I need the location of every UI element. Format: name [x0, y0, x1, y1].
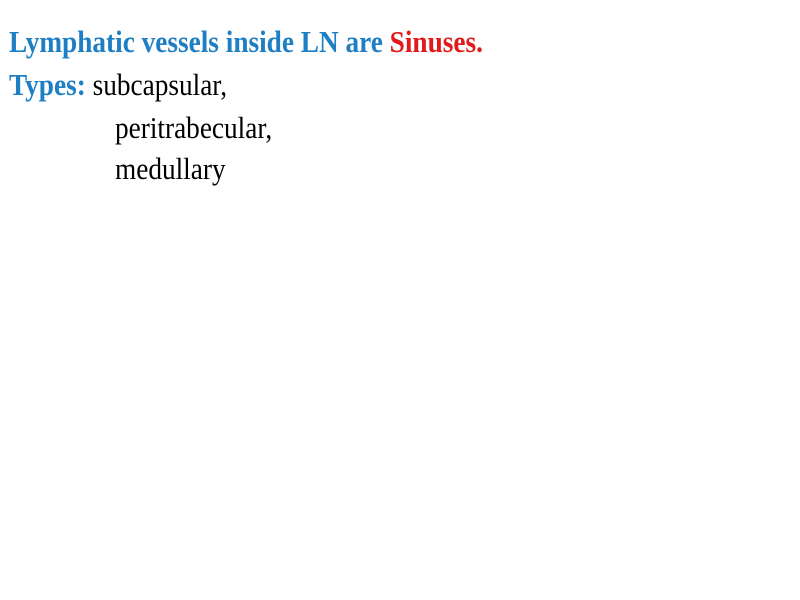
type-item-peritrabecular: peritrabecular,: [115, 110, 273, 145]
types-label: Types:: [9, 67, 86, 102]
type-item-medullary: medullary: [115, 151, 226, 186]
slide-heading: [9, 24, 483, 60]
type-line-peritrabecular: [115, 110, 272, 146]
type-line-medullary: [115, 151, 226, 187]
types-line: [9, 67, 227, 103]
heading-text: Lymphatic vessels inside LN are: [9, 24, 390, 59]
heading-highlight: Sinuses.: [389, 24, 483, 59]
type-item-subcapsular: subcapsular,: [92, 67, 228, 102]
